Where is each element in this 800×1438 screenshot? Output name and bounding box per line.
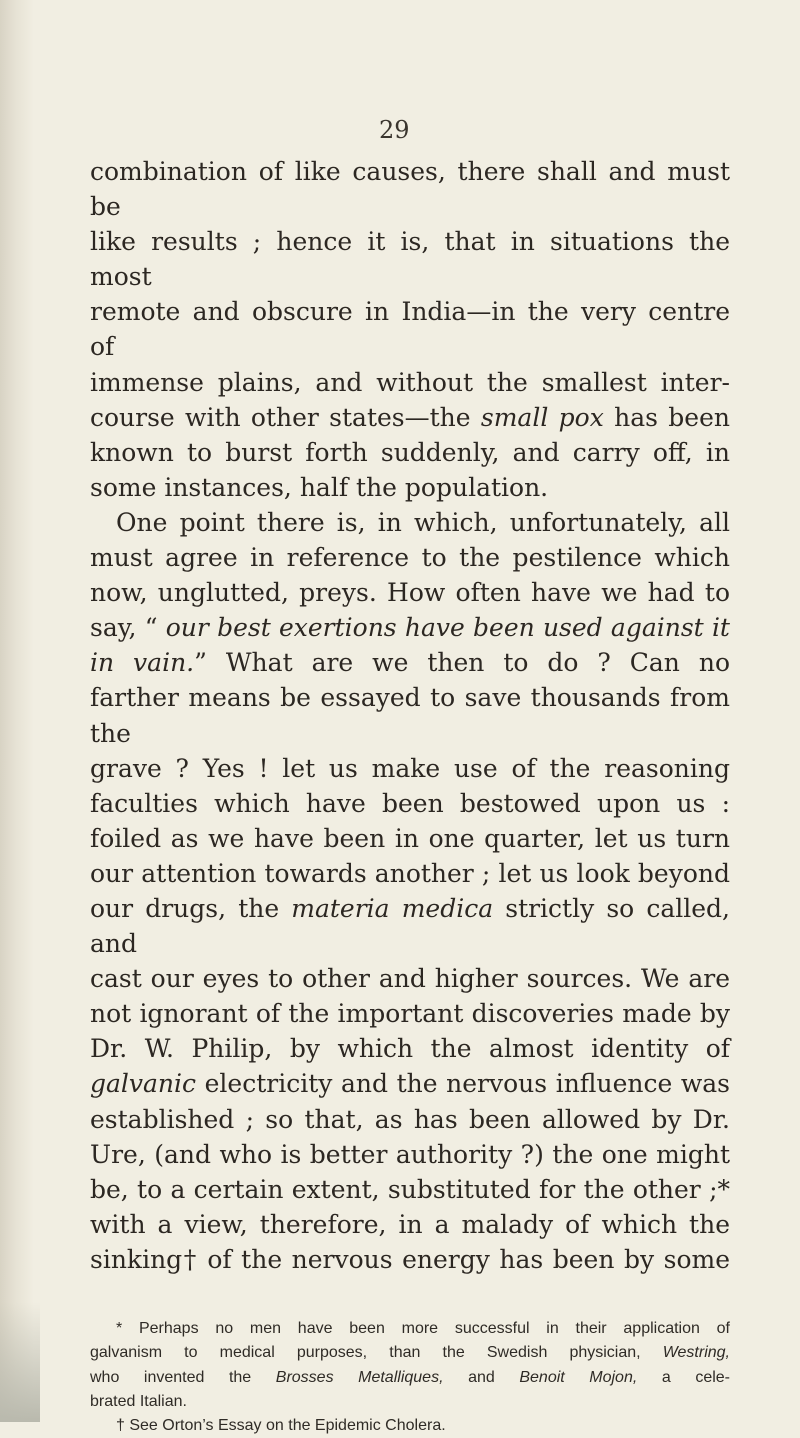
text-line: remote and obscure in India—in the very centre of [90,297,730,362]
footnote-text: brated Italian. [90,1392,187,1410]
text-line: faculties which have been bestowed upon us : [90,788,730,818]
footnote-line [90,1317,730,1341]
text-line: Dr. W. Philip, by which the almost identity of [90,1034,730,1064]
footnote-text: and [443,1368,520,1386]
text-line: foiled as we have been in one quarter, let us turn [90,823,730,853]
italic-run: galvanic [90,1069,197,1099]
text-line: sinking† of the nervous energy has been by some [90,1244,730,1274]
text-run: electricity and the nervous influence was [196,1069,730,1099]
footnote-line [90,1366,730,1390]
text-line: must agree in reference to the pestilence which [90,543,730,573]
page-corner-shadow [0,1302,40,1422]
text-line: cast our eyes to other and higher sources. We are [90,964,730,994]
text-line: some instances, half the population. [90,472,549,502]
footnote-italic: Benoit Mojon, [519,1368,638,1386]
page-number: 29 [379,116,410,144]
text-run: has been [603,402,730,432]
text-line: with a view, therefore, in a malady of which the [90,1209,730,1239]
italic-run: in vain. [90,648,195,678]
italic-run: small pox [480,402,604,432]
footnote-italic: Brosses Metalliques, [275,1368,444,1386]
text-line [90,610,730,645]
footnote-text: a cele- [637,1368,730,1386]
footnote-line [90,1341,730,1365]
footnote-text: * Perhaps no men have been more successful in their application of [116,1320,730,1337]
text-line: not ignorant of the important discoveries made by [90,999,730,1029]
footnote-italic: Westring, [662,1344,730,1362]
text-line: grave ? Yes ! let us make use of the reasoning [90,753,730,783]
text-line: our attention towards another ; let us look beyond [90,858,730,888]
text-line: be, to a certain extent, substituted for the other ;* [90,1174,730,1204]
footnote-line [90,1414,730,1438]
text-run: strictly so called, and [90,893,730,959]
text-line [90,891,730,961]
text-line: One point there is, in which, unfortunately, all [116,507,730,537]
text-line: known to burst forth suddenly, and carry off, in [90,437,730,467]
text-run: ” What are we then to do ? Can no [194,648,730,678]
text-line: combination of like causes, there shall and must be [90,157,730,222]
footnote-text: † See Orton’s Essay on the Epidemic Cholera. [116,1417,446,1435]
body-text [90,154,730,1277]
text-line: farther means be essayed to save thousands from the [90,683,730,748]
text-run: our drugs, the [90,893,292,923]
text-run: course with other states—the [90,402,481,432]
footnote-text: galvanism to medical purposes, than the Swedish physician, [90,1344,663,1362]
text-line: now, unglutted, preys. How often have we had to [90,578,730,608]
text-line: like results ; hence it is, that in situations the most [90,227,730,292]
footnote-line [90,1390,730,1414]
footnotes [90,1317,730,1438]
text-line [90,645,730,680]
text-line: immense plains, and without the smallest inter- [90,367,730,397]
text-run: say, “ [90,613,166,643]
text-line [90,1066,730,1101]
italic-run: materia medica [291,893,494,923]
text-line: established ; so that, as has been allowed by Dr. [90,1104,730,1134]
italic-run: our best exertions have been used against it [165,613,730,643]
text-line [90,400,730,435]
footnote-text: who invented the [90,1368,276,1386]
page-edge-shadow [0,0,34,1422]
text-line: Ure, (and who is better authority ?) the one might [90,1139,730,1169]
